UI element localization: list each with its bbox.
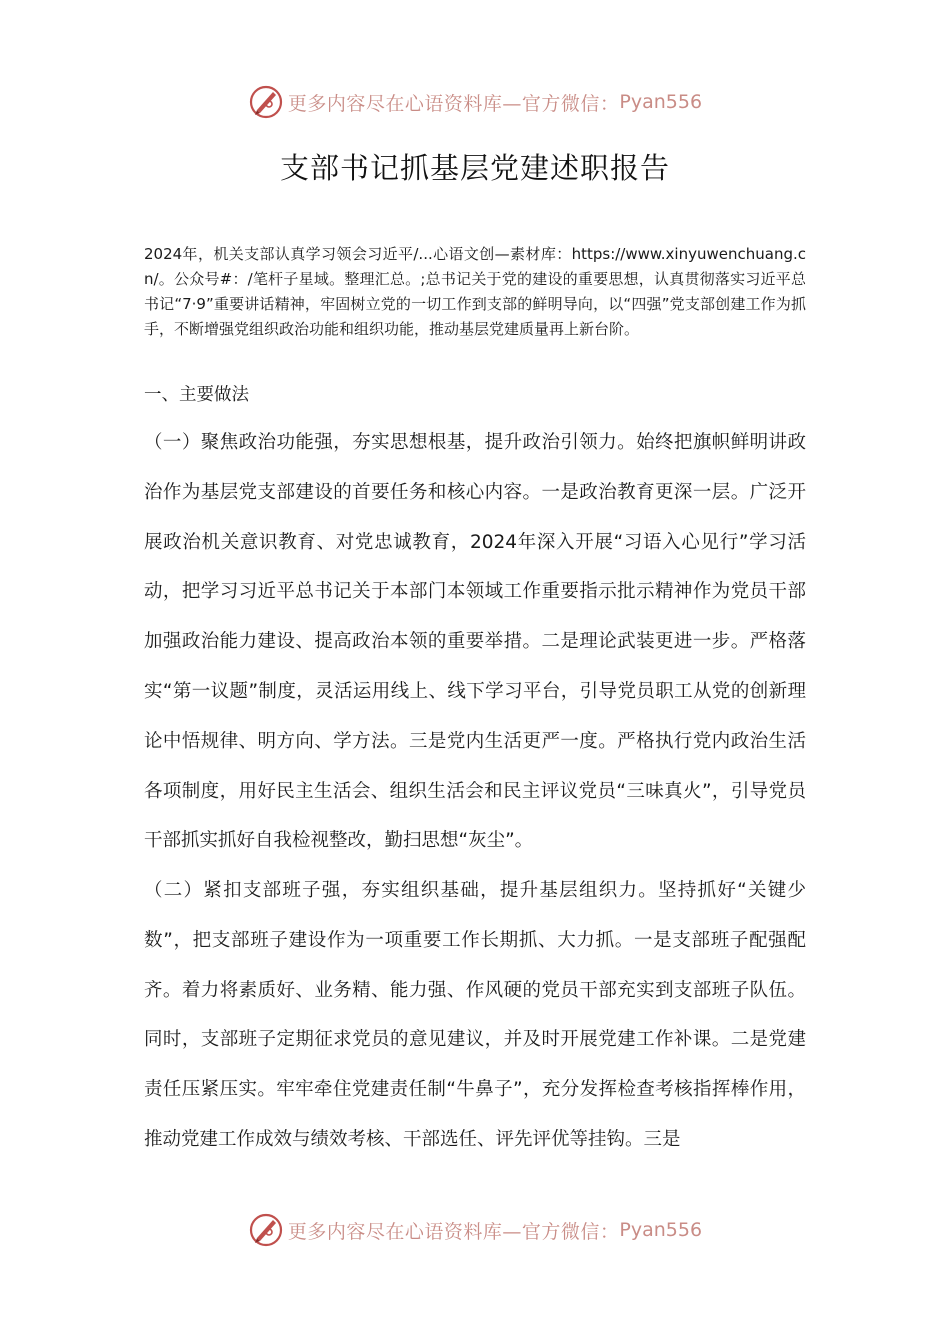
pen-circle-logo-icon (248, 84, 284, 120)
section-heading: 一、主要做法 (144, 385, 249, 405)
intro-paragraph: 2024年，机关支部认真学习领会习近平/...心语文创—素材库：https://www.xinyuwenchuang.cn/。公众号#：/笔杆子星域。整理汇总。;总书记关于党的建设的重要思想，认真贯彻落实习近平总书记“7·9”重要讲话精神，牢固树立党的一切工作到支部的鲜明导向，以“四强”党支部创建工作为抓手，不断增强党组织政治功能和组织功能，推动基层党建质量再上新台阶。 (144, 245, 806, 338)
banner-slogan: 更多内容尽在心语资料库—官方微信： (287, 92, 620, 115)
body-paragraph: （一）聚焦政治功能强，夯实思想根基，提升政治引领力。始终把旗帜鲜明讲政治作为基层党支部建设的首要任务和核心内容。一是政治教育更深一层。广泛开展政治机关意识教育、对党忠诚教育，2024年深入开展“习语入心见行”学习活动，把学习习近平总书记关于本部门本领域工作重要指示批示精神作为党员干部加强政治能力建设、提高政治本领的重要举措。二是理论武装更进一步。严格落实“第一议题”制度，灵活运用线上、线下学习平台，引导党员职工从党的创新理论中悟规律、明方向、学方法。三是党内生活更严一度。严格执行党内政治生活各项制度，用好民主生活会、组织生活会和民主评议党员“三味真火”，引导党员干部抓实抓好自我检视整改，勤扫思想“灰尘”。 (144, 432, 806, 852)
banner-wechat-id: Pyan556 (619, 1219, 703, 1241)
header-banner (0, 80, 950, 124)
banner-wechat-id: Pyan556 (619, 91, 703, 113)
body-paragraph: （二）紧扣支部班子强，夯实组织基础，提升基层组织力。坚持抓好“关键少数”，把支部班子建设作为一项重要工作长期抓、大力抓。一是支部班子配强配齐。着力将素质好、业务精、能力强、作风硬的党员干部充实到支部班子队伍。同时，支部班子定期征求党员的意见建议，并及时开展党建工作补课。二是党建责任压紧压实。牢牢牵住党建责任制“牛鼻子”，充分发挥检查考核指挥棒作用，推动党建工作成效与绩效考核、干部选任、评先评优等挂钩。三是 (144, 880, 806, 1150)
footer-banner (0, 1208, 950, 1252)
page-title: 支部书记抓基层党建述职报告 (279, 151, 670, 185)
pen-circle-logo-icon (248, 1212, 284, 1248)
banner-slogan: 更多内容尽在心语资料库—官方微信： (287, 1220, 620, 1243)
